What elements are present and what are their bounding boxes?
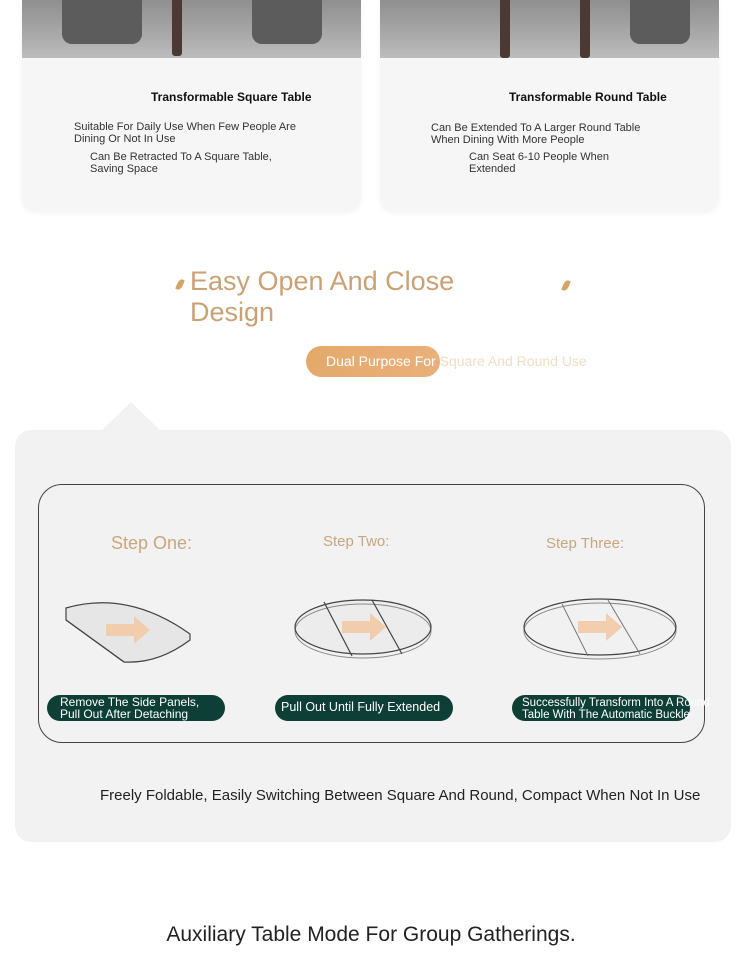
pill-label-overflow: Square And Round Use <box>435 353 587 369</box>
step-one-caption-line-2: Pull Out After Detaching <box>60 707 189 721</box>
card-title: Transformable Round Table <box>509 90 667 104</box>
step-one-caption <box>60 696 199 720</box>
leaf-icon <box>175 278 184 290</box>
square-table-photo <box>22 0 361 58</box>
step-two-caption: Pull Out Until Fully Extended <box>281 700 441 714</box>
pill-label-main: Dual Purpose For <box>326 353 436 369</box>
table-leg <box>172 0 182 56</box>
section-heading: Easy Open And Close Design <box>190 266 455 327</box>
panel-caption: Freely Foldable, Easily Switching Between Square And Round, Compact When Not In Use <box>100 787 701 804</box>
step-three-label: Step Three: <box>546 535 625 552</box>
table-leg <box>500 0 510 58</box>
chair-shape <box>62 0 142 44</box>
step-one-table-icon <box>58 594 198 666</box>
step-two-table-icon <box>290 596 436 662</box>
step-three-caption-line-2: Table With The Automatic Buckle <box>522 709 690 721</box>
card-description: Can Be Extended To A Larger Round Table When Dining With More People <box>431 122 641 146</box>
auxiliary-mode-title: Auxiliary Table Mode For Group Gatherings. <box>166 923 576 946</box>
step-one-caption-line-1: Remove The Side Panels, <box>60 695 200 709</box>
leaf-icon <box>561 279 570 291</box>
step-three-caption-line-1: Successfully Transform Into A Round <box>522 697 710 709</box>
chair-shape <box>252 0 322 44</box>
step-one-label: Step One: <box>111 533 193 553</box>
chair-shape <box>630 0 690 44</box>
card-title: Transformable Square Table <box>151 90 312 104</box>
panel-pointer <box>100 402 162 432</box>
table-leg <box>580 0 590 58</box>
card-description: Can Be Retracted To A Square Table, Saving Space <box>90 151 272 175</box>
round-table-card <box>380 0 719 211</box>
card-description: Can Seat 6-10 People When Extended <box>469 151 610 175</box>
card-description: Suitable For Daily Use When Few People Are Dining Or Not In Use <box>74 121 296 145</box>
step-three-table-icon <box>518 596 682 664</box>
step-two-label: Step Two: <box>323 533 390 550</box>
round-table-photo <box>380 0 719 58</box>
pill-label <box>326 353 587 369</box>
square-table-card <box>22 0 361 211</box>
step-three-caption <box>522 697 710 721</box>
